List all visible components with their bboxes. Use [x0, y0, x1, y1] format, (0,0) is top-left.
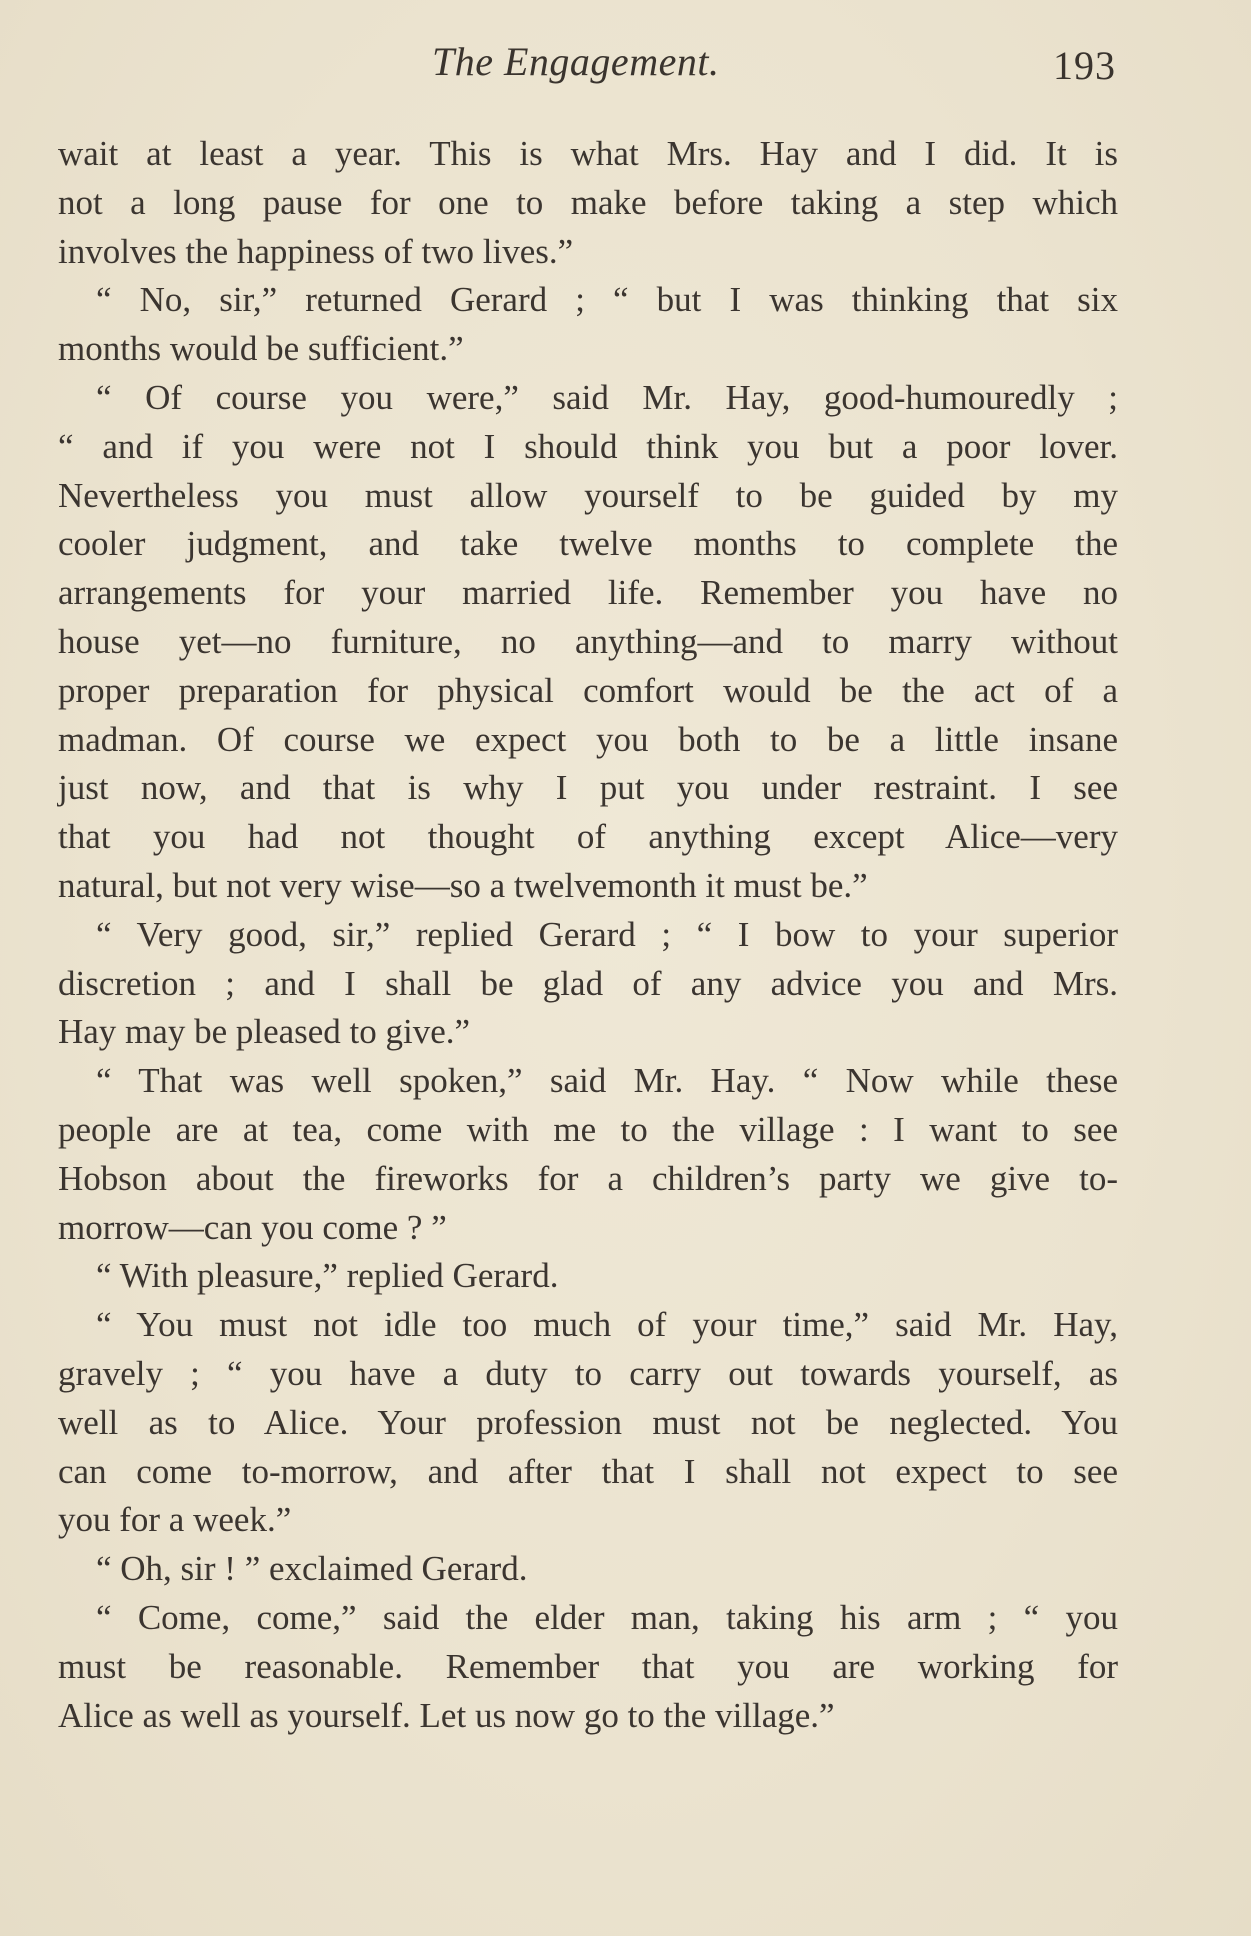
- text-line: natural, but not very wise—so a twelvemonth it must be.”: [58, 865, 868, 905]
- text-line: not a long pause for one to make before taking a step which: [58, 182, 1118, 222]
- page-number: 193: [1053, 43, 1116, 88]
- text-line: “ Oh, sir ! ” exclaimed Gerard.: [96, 1549, 528, 1589]
- text-line: “ That was well spoken,” said Mr. Hay. “ Now while these: [96, 1061, 1118, 1101]
- text-line: people are at tea, come with me to the village : I want to see: [58, 1109, 1118, 1149]
- text-line: madman. Of course we expect you both to be a little insane: [58, 719, 1118, 759]
- text-line: Alice as well as yourself. Let us now go to the village.”: [58, 1695, 835, 1735]
- text-line: months would be sufficient.”: [58, 329, 464, 369]
- text-line: must be reasonable. Remember that you are working for: [58, 1646, 1118, 1686]
- text-line: proper preparation for physical comfort would be the act of a: [58, 670, 1118, 710]
- text-line: well as to Alice. Your profession must not be neglected. You: [58, 1402, 1118, 1442]
- text-line: you for a week.”: [58, 1500, 292, 1540]
- text-line: wait at least a year. This is what Mrs. Hay and I did. It is: [58, 134, 1118, 173]
- text-line: morrow—can you come ? ”: [58, 1207, 447, 1247]
- text-line: “ Of course you were,” said Mr. Hay, good-humouredly ;: [96, 377, 1118, 417]
- text-line: Hobson about the fireworks for a children’s party we give to-: [58, 1158, 1118, 1198]
- text-line: cooler judgment, and take twelve months to complete the: [58, 524, 1118, 564]
- body-text: [58, 130, 1118, 1740]
- text-line: Nevertheless you must allow yourself to be guided by my: [58, 475, 1118, 515]
- running-title: The Engagement.: [432, 39, 720, 84]
- text-line: “ and if you were not I should think you but a poor lover.: [58, 426, 1118, 466]
- text-line: house yet—no furniture, no anything—and to marry without: [58, 621, 1118, 661]
- text-line: “ Very good, sir,” replied Gerard ; “ I bow to your superior: [96, 914, 1118, 954]
- text-line: that you had not thought of anything except Alice—very: [58, 817, 1118, 857]
- text-line: “ No, sir,” returned Gerard ; “ but I was thinking that six: [96, 280, 1118, 320]
- text-line: “ You must not idle too much of your time,” said Mr. Hay,: [96, 1305, 1118, 1345]
- text-line: discretion ; and I shall be glad of any advice you and Mrs.: [58, 963, 1118, 1003]
- text-line: gravely ; “ you have a duty to carry out towards yourself, as: [58, 1353, 1118, 1393]
- running-head: [0, 38, 1251, 94]
- text-line: “ With pleasure,” replied Gerard.: [96, 1256, 559, 1296]
- text-line: can come to-morrow, and after that I shall not expect to see: [58, 1451, 1118, 1491]
- text-line: just now, and that is why I put you under restraint. I see: [58, 768, 1118, 808]
- text-line: Hay may be pleased to give.”: [58, 1012, 471, 1052]
- text-line: involves the happiness of two lives.”: [58, 231, 574, 271]
- text-line: “ Come, come,” said the elder man, taking his arm ; “ you: [96, 1597, 1118, 1637]
- text-line: arrangements for your married life. Remember you have no: [58, 573, 1118, 613]
